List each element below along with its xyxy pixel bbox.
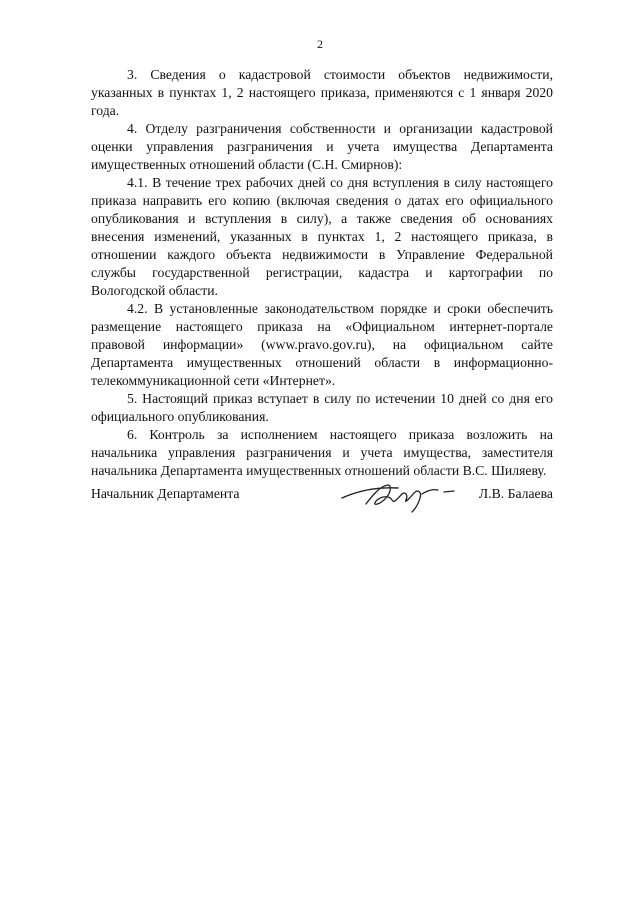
signature-block — [91, 478, 553, 518]
paragraph-5: 5. Настоящий приказ вступает в силу по истечении 10 дней со дня его официального опубликования. — [91, 391, 553, 424]
signatory-position: Начальник Департамента — [91, 486, 240, 501]
handwritten-signature — [336, 478, 476, 514]
paragraph-4-2: 4.2. В установленные законодательством порядке и сроки обеспечить размещение настоящего приказа на «Официальном интернет-портале правовой информации» (www.pravo.gov.ru), на официальном сайте Департамента имущественных отношений области в информационно-телекоммуникационной сети «Интернет». — [91, 301, 553, 388]
paragraph-4-1: 4.1. В течение трех рабочих дней со дня вступления в силу настоящего приказа направить его копию (включая сведения о датах его официального опубликования и вступления в силу), а также сведения об основаниях внесения изменений, указанных в пунктах 1, 2 настоящего приказа, в отношении каждого объекта недвижимости в Управление Федеральной службы государственной регистрации, кадастра и картографии по Вологодской области. — [91, 175, 553, 298]
paragraph-6: 6. Контроль за исполнением настоящего приказа возложить на начальника управления разграничения и учета имущества, заместителя начальника Департамента имущественных отношений области В.С. Шиляеву. — [91, 427, 553, 478]
signatory-name: Л.В. Балаева — [478, 486, 553, 501]
paragraph-4: 4. Отделу разграничения собственности и организации кадастровой оценки управления разграничения и учета имущества Департамента имущественных отношений области (С.Н. Смирнов): — [91, 121, 553, 172]
paragraph-3: 3. Сведения о кадастровой стоимости объектов недвижимости, указанных в пунктах 1, 2 настоящего приказа, применяются с 1 января 2020 года. — [91, 67, 553, 118]
document-body — [91, 66, 553, 480]
page-number: 2 — [317, 37, 323, 51]
